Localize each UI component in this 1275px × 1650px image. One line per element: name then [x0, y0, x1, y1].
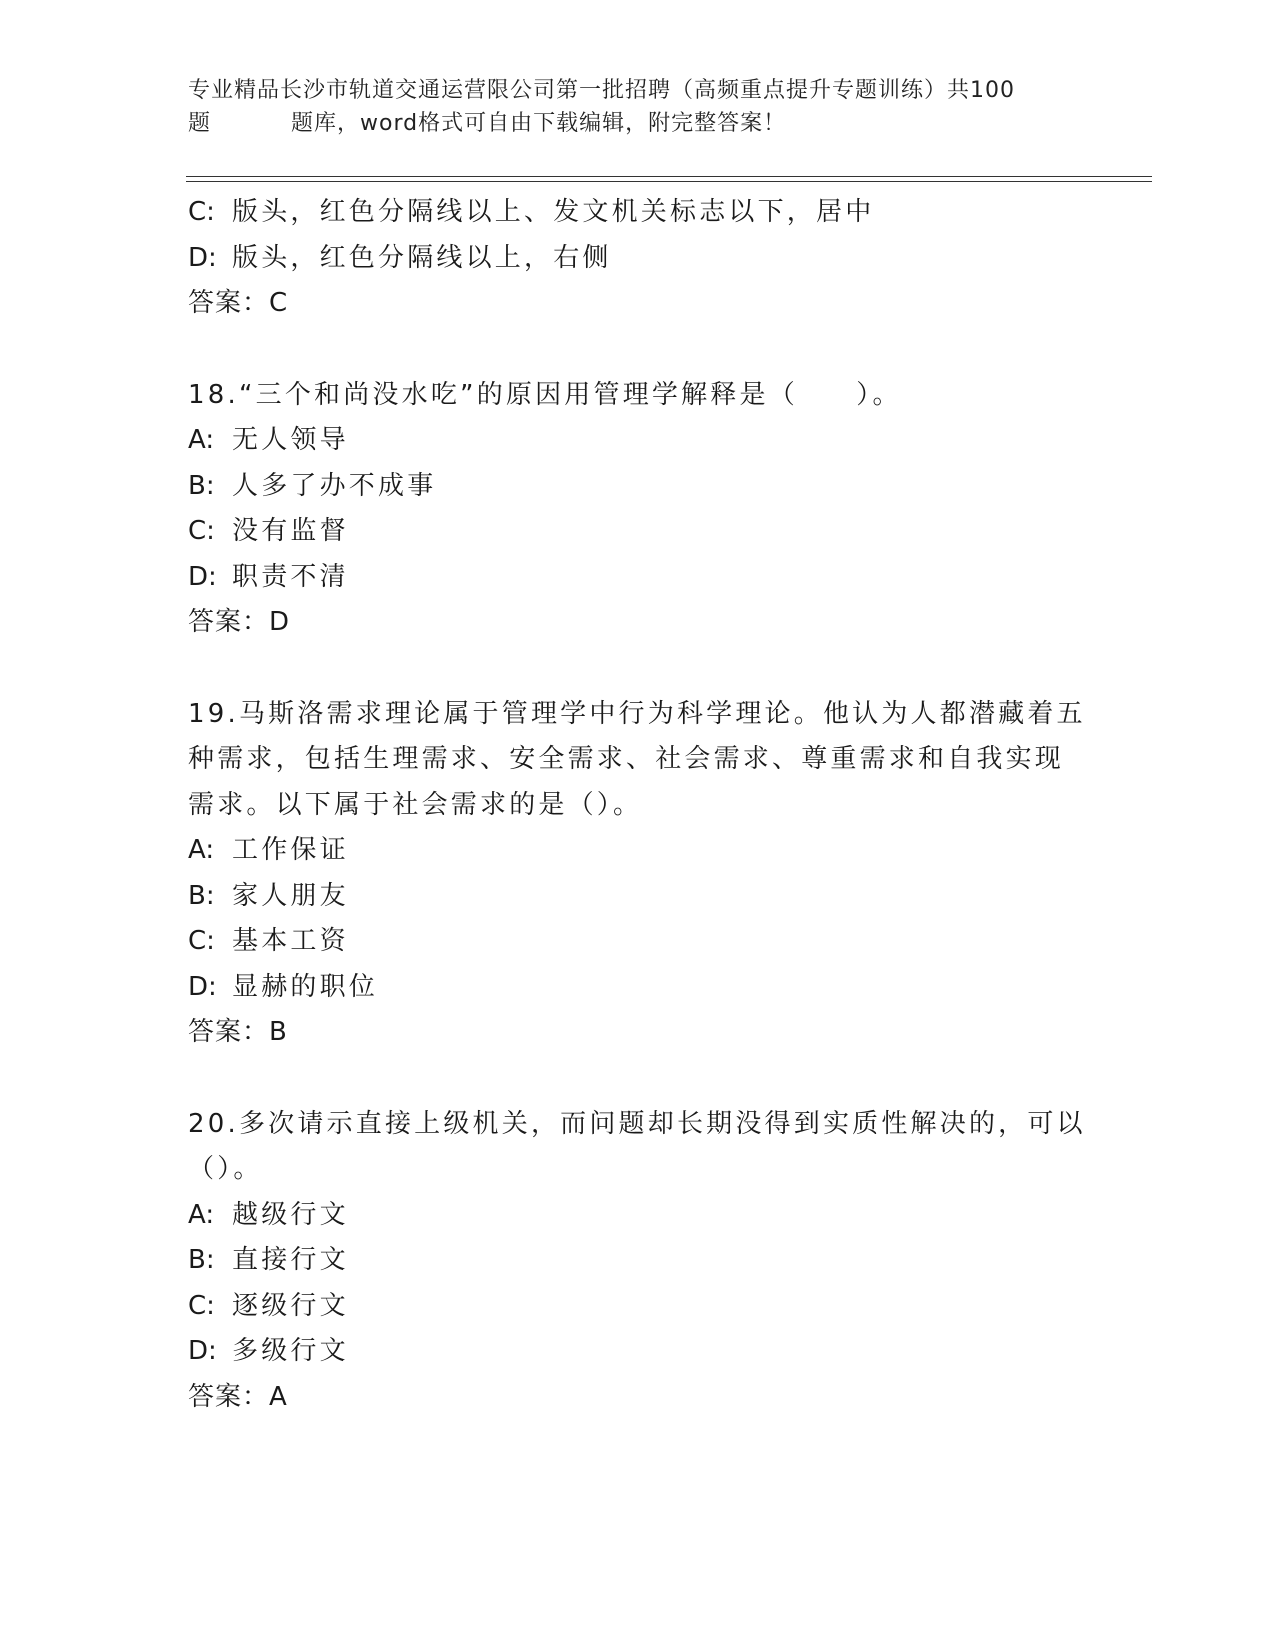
option-letter: A: [188, 1199, 215, 1230]
question-18 [188, 373, 1088, 646]
answer-line [188, 1375, 1088, 1421]
option-text: 家人朋友 [232, 880, 349, 911]
option-a [188, 418, 1088, 464]
answer-label: 答案： [188, 607, 270, 637]
option-text: 无人领导 [232, 425, 349, 455]
answer-value: D [269, 607, 290, 637]
answer-line [188, 600, 1088, 646]
option-d [188, 555, 1088, 601]
option-text: 人多了办不成事 [232, 470, 437, 501]
answer-line [188, 1010, 1088, 1056]
question-prev [188, 190, 1088, 327]
header-line-1: 专业精品长沙市轨道交通运营限公司第一批招聘（高频重点提升专题训练）共100 [188, 78, 1015, 103]
option-letter: C: [188, 516, 215, 546]
option-text: 没有监督 [232, 516, 349, 546]
header-line-2-end: 题库，word格式可自由下载编辑，附完整答案！ [291, 111, 787, 136]
answer-value: A [269, 1381, 287, 1412]
option-text: 版头，红色分隔线以上、发文机关标志以下，居中 [232, 197, 875, 227]
question-stem-line: 需求。以下属于社会需求的是（）。 [188, 789, 643, 820]
question-stem: 18.“三个和尚没水吃”的原因用管理学解释是（ ）。 [188, 379, 902, 410]
option-letter: C: [188, 926, 215, 956]
option-letter: D: [188, 1336, 217, 1366]
option-letter: B: [188, 1245, 215, 1275]
question-19 [188, 692, 1088, 1056]
question-stem-line: 种需求，包括生理需求、安全需求、社会需求、尊重需求和自我实现 [188, 744, 1065, 774]
answer-label: 答案： [188, 1017, 270, 1047]
option-d [188, 236, 1088, 282]
question-stem-line: 19.马斯洛需求理论属于管理学中行为科学理论。他认为人都潜藏着五 [188, 698, 1086, 729]
document-header [188, 74, 1088, 140]
option-letter: D: [188, 971, 217, 1002]
header-line-2-start: 题 [188, 111, 212, 136]
option-text: 逐级行文 [232, 1290, 349, 1321]
document-body [188, 190, 1088, 1420]
option-letter: A: [188, 425, 215, 455]
answer-value: C [269, 288, 288, 318]
option-text: 版头，红色分隔线以上，右侧 [232, 242, 612, 273]
header-divider-bottom [186, 181, 1152, 182]
question-stem-line: 20.多次请示直接上级机关，而问题却长期没得到实质性解决的，可以 [188, 1108, 1086, 1139]
option-letter: A: [188, 835, 215, 865]
answer-value: B [269, 1017, 287, 1047]
option-d [188, 1329, 1088, 1375]
header-line-2 [188, 107, 1088, 140]
option-text: 直接行文 [232, 1245, 349, 1275]
option-b [188, 464, 1088, 510]
question-20 [188, 1102, 1088, 1421]
option-text: 多级行文 [232, 1336, 349, 1366]
option-b [188, 1238, 1088, 1284]
answer-label: 答案： [188, 1381, 270, 1412]
answer-line [188, 281, 1088, 327]
option-letter: C: [188, 1290, 215, 1321]
option-d [188, 965, 1088, 1011]
option-text: 职责不清 [232, 561, 349, 592]
option-a [188, 828, 1088, 874]
option-c [188, 509, 1088, 555]
option-a [188, 1193, 1088, 1239]
option-c [188, 1284, 1088, 1330]
option-b [188, 874, 1088, 920]
option-letter: D: [188, 242, 217, 273]
option-letter: D: [188, 561, 217, 592]
header-divider-top [186, 176, 1152, 177]
option-text: 越级行文 [232, 1199, 349, 1230]
option-c [188, 190, 1088, 236]
option-letter: B: [188, 880, 215, 911]
answer-label: 答案： [188, 288, 270, 318]
option-text: 工作保证 [232, 835, 349, 865]
option-text: 显赫的职位 [232, 971, 379, 1002]
question-stem-line: （）。 [188, 1154, 263, 1184]
option-text: 基本工资 [232, 926, 349, 956]
option-letter: C: [188, 197, 215, 227]
option-c [188, 919, 1088, 965]
option-letter: B: [188, 470, 215, 501]
